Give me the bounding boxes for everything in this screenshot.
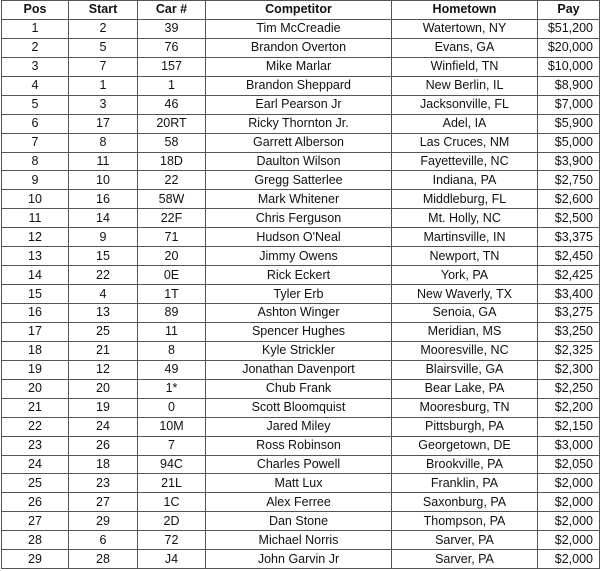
cell-start: 9 [69,228,138,247]
table-row [2,531,600,550]
cell-car-number: 71 [138,228,206,247]
cell-competitor: Earl Pearson Jr [206,95,392,114]
table-row [2,171,600,190]
cell-pos: 12 [2,228,69,247]
cell-pos: 20 [2,379,69,398]
cell-car-number: 39 [138,19,206,38]
cell-start: 15 [69,247,138,266]
cell-pos: 15 [2,285,69,304]
cell-pos: 8 [2,152,69,171]
cell-start: 5 [69,38,138,57]
table-row [2,57,600,76]
cell-start: 1 [69,76,138,95]
cell-pos: 11 [2,209,69,228]
cell-pos: 10 [2,190,69,209]
cell-car-number: 1C [138,493,206,512]
cell-start: 16 [69,190,138,209]
cell-car-number: 22F [138,209,206,228]
cell-pos: 9 [2,171,69,190]
cell-pos: 14 [2,266,69,285]
header-car: Car # [138,1,206,20]
cell-start: 22 [69,266,138,285]
table-row [2,550,600,569]
cell-competitor: Ashton Winger [206,304,392,323]
cell-pos: 23 [2,436,69,455]
cell-car-number: 1 [138,76,206,95]
cell-pay: $2,050 [538,455,600,474]
cell-start: 11 [69,152,138,171]
table-body [2,19,600,568]
cell-hometown: Sarver, PA [392,550,538,569]
table-row [2,95,600,114]
cell-pay: $3,275 [538,304,600,323]
table-row [2,114,600,133]
cell-start: 2 [69,19,138,38]
cell-pay: $2,450 [538,247,600,266]
table-row [2,76,600,95]
cell-hometown: Senoia, GA [392,304,538,323]
cell-car-number: 72 [138,531,206,550]
results-table [1,0,600,569]
cell-hometown: Mooresville, NC [392,341,538,360]
cell-car-number: 20 [138,247,206,266]
cell-competitor: Garrett Alberson [206,133,392,152]
cell-pos: 18 [2,341,69,360]
cell-competitor: Tyler Erb [206,285,392,304]
cell-start: 19 [69,398,138,417]
cell-hometown: New Berlin, IL [392,76,538,95]
cell-car-number: 11 [138,322,206,341]
table-row [2,152,600,171]
cell-pay: $51,200 [538,19,600,38]
cell-competitor: Mark Whitener [206,190,392,209]
cell-pos: 28 [2,531,69,550]
cell-pos: 2 [2,38,69,57]
cell-competitor: Daulton Wilson [206,152,392,171]
table-row [2,398,600,417]
table-row [2,285,600,304]
table-row [2,379,600,398]
cell-competitor: Dan Stone [206,512,392,531]
cell-competitor: Tim McCreadie [206,19,392,38]
cell-pay: $2,500 [538,209,600,228]
cell-pay: $20,000 [538,38,600,57]
table-row [2,190,600,209]
cell-start: 27 [69,493,138,512]
cell-pos: 5 [2,95,69,114]
cell-hometown: Mooresburg, TN [392,398,538,417]
table-row [2,360,600,379]
cell-car-number: 10M [138,417,206,436]
cell-competitor: Kyle Strickler [206,341,392,360]
cell-start: 12 [69,360,138,379]
cell-competitor: Michael Norris [206,531,392,550]
cell-hometown: Newport, TN [392,247,538,266]
cell-pos: 16 [2,304,69,323]
cell-competitor: Brandon Sheppard [206,76,392,95]
table-row [2,493,600,512]
cell-car-number: J4 [138,550,206,569]
header-pos: Pos [2,1,69,20]
cell-start: 21 [69,341,138,360]
cell-car-number: 20RT [138,114,206,133]
cell-pay: $2,200 [538,398,600,417]
cell-hometown: Winfield, TN [392,57,538,76]
cell-competitor: Gregg Satterlee [206,171,392,190]
cell-start: 25 [69,322,138,341]
cell-pos: 27 [2,512,69,531]
cell-car-number: 18D [138,152,206,171]
cell-car-number: 1T [138,285,206,304]
cell-competitor: Brandon Overton [206,38,392,57]
cell-start: 13 [69,304,138,323]
cell-start: 28 [69,550,138,569]
table-row [2,38,600,57]
table-row [2,304,600,323]
cell-pay: $10,000 [538,57,600,76]
cell-pay: $8,900 [538,76,600,95]
cell-hometown: Franklin, PA [392,474,538,493]
cell-car-number: 94C [138,455,206,474]
cell-pay: $5,000 [538,133,600,152]
cell-pay: $3,250 [538,322,600,341]
cell-hometown: Meridian, MS [392,322,538,341]
cell-car-number: 46 [138,95,206,114]
header-start: Start [69,1,138,20]
cell-hometown: Brookville, PA [392,455,538,474]
cell-pos: 26 [2,493,69,512]
cell-competitor: Scott Bloomquist [206,398,392,417]
cell-car-number: 0E [138,266,206,285]
table-row [2,436,600,455]
cell-car-number: 22 [138,171,206,190]
cell-start: 10 [69,171,138,190]
cell-competitor: Alex Ferree [206,493,392,512]
table-row [2,341,600,360]
cell-competitor: Jonathan Davenport [206,360,392,379]
cell-start: 29 [69,512,138,531]
cell-competitor: Spencer Hughes [206,322,392,341]
cell-pos: 4 [2,76,69,95]
cell-car-number: 49 [138,360,206,379]
cell-pay: $7,000 [538,95,600,114]
cell-pay: $3,000 [538,436,600,455]
cell-pay: $3,400 [538,285,600,304]
cell-pos: 24 [2,455,69,474]
cell-hometown: Pittsburgh, PA [392,417,538,436]
cell-pay: $2,000 [538,531,600,550]
cell-pos: 19 [2,360,69,379]
cell-start: 26 [69,436,138,455]
header-pay: Pay [538,1,600,20]
cell-pay: $5,900 [538,114,600,133]
cell-hometown: Las Cruces, NM [392,133,538,152]
cell-hometown: Adel, IA [392,114,538,133]
cell-hometown: Fayetteville, NC [392,152,538,171]
cell-hometown: Sarver, PA [392,531,538,550]
cell-pay: $2,600 [538,190,600,209]
cell-car-number: 58W [138,190,206,209]
cell-competitor: Charles Powell [206,455,392,474]
cell-start: 14 [69,209,138,228]
cell-hometown: Watertown, NY [392,19,538,38]
table-row [2,133,600,152]
cell-competitor: Matt Lux [206,474,392,493]
cell-start: 23 [69,474,138,493]
cell-pos: 17 [2,322,69,341]
cell-start: 4 [69,285,138,304]
cell-car-number: 7 [138,436,206,455]
cell-hometown: Indiana, PA [392,171,538,190]
table-row [2,474,600,493]
cell-pay: $2,000 [538,550,600,569]
cell-start: 3 [69,95,138,114]
cell-car-number: 2D [138,512,206,531]
cell-pay: $2,300 [538,360,600,379]
cell-car-number: 0 [138,398,206,417]
cell-car-number: 89 [138,304,206,323]
cell-pos: 3 [2,57,69,76]
cell-hometown: Evans, GA [392,38,538,57]
cell-start: 18 [69,455,138,474]
header-row [2,1,600,20]
header-hometown: Hometown [392,1,538,20]
table-row [2,19,600,38]
cell-car-number: 76 [138,38,206,57]
cell-pay: $2,250 [538,379,600,398]
cell-pos: 25 [2,474,69,493]
cell-competitor: Mike Marlar [206,57,392,76]
table-row [2,209,600,228]
cell-pay: $2,325 [538,341,600,360]
cell-pos: 7 [2,133,69,152]
cell-hometown: Blairsville, GA [392,360,538,379]
cell-hometown: Georgetown, DE [392,436,538,455]
cell-start: 24 [69,417,138,436]
cell-competitor: Chris Ferguson [206,209,392,228]
table-header [2,1,600,20]
cell-hometown: Middleburg, FL [392,190,538,209]
cell-hometown: Jacksonville, FL [392,95,538,114]
cell-competitor: Chub Frank [206,379,392,398]
cell-start: 6 [69,531,138,550]
header-competitor: Competitor [206,1,392,20]
cell-pos: 22 [2,417,69,436]
table-row [2,512,600,531]
cell-pay: $2,150 [538,417,600,436]
cell-pay: $2,000 [538,512,600,531]
table-row [2,228,600,247]
cell-start: 20 [69,379,138,398]
cell-start: 8 [69,133,138,152]
cell-pos: 1 [2,19,69,38]
cell-hometown: Saxonburg, PA [392,493,538,512]
cell-competitor: Ricky Thornton Jr. [206,114,392,133]
cell-pos: 29 [2,550,69,569]
cell-pay: $3,375 [538,228,600,247]
table-row [2,266,600,285]
cell-competitor: Ross Robinson [206,436,392,455]
cell-start: 7 [69,57,138,76]
cell-start: 17 [69,114,138,133]
cell-pos: 13 [2,247,69,266]
cell-hometown: Mt. Holly, NC [392,209,538,228]
cell-pay: $2,000 [538,493,600,512]
cell-hometown: Martinsville, IN [392,228,538,247]
cell-hometown: Bear Lake, PA [392,379,538,398]
cell-car-number: 1* [138,379,206,398]
cell-competitor: Jimmy Owens [206,247,392,266]
cell-competitor: John Garvin Jr [206,550,392,569]
cell-competitor: Hudson O'Neal [206,228,392,247]
cell-car-number: 157 [138,57,206,76]
cell-pay: $3,900 [538,152,600,171]
table-row [2,417,600,436]
cell-competitor: Rick Eckert [206,266,392,285]
cell-pay: $2,425 [538,266,600,285]
cell-pay: $2,750 [538,171,600,190]
table-row [2,247,600,266]
cell-car-number: 21L [138,474,206,493]
cell-car-number: 8 [138,341,206,360]
cell-hometown: New Waverly, TX [392,285,538,304]
cell-hometown: Thompson, PA [392,512,538,531]
table-row [2,455,600,474]
cell-hometown: York, PA [392,266,538,285]
cell-competitor: Jared Miley [206,417,392,436]
cell-car-number: 58 [138,133,206,152]
cell-pos: 6 [2,114,69,133]
cell-pos: 21 [2,398,69,417]
cell-pay: $2,000 [538,474,600,493]
table-row [2,322,600,341]
